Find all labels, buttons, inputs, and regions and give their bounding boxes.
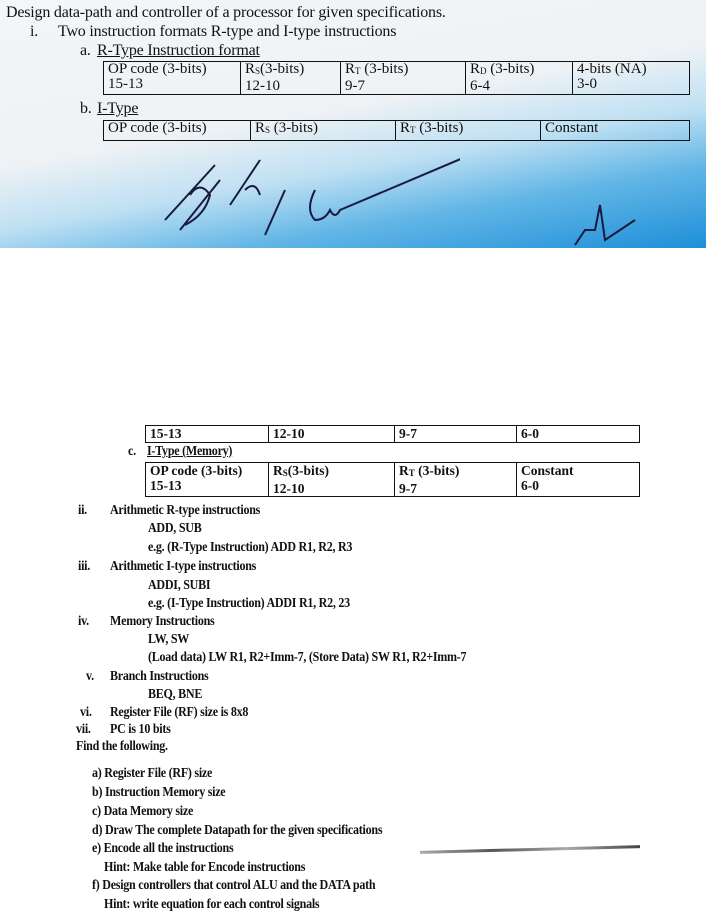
cell-rd: $R_D$ (3-bits) 6-4: [466, 62, 573, 95]
item-line: LW, SW: [148, 632, 190, 647]
item-number: ii.: [78, 503, 87, 518]
cell-rs: $R_S$ (3-bits): [251, 121, 396, 141]
find-heading: Find the following.: [76, 739, 168, 754]
item-line: ADD, SUB: [148, 521, 202, 536]
item-number: vii.: [76, 722, 91, 737]
task-item: d) Draw The complete Datapath for the given specifications: [92, 823, 383, 838]
task-item: e) Encode all the instructions: [92, 841, 234, 856]
pen-stroke: [420, 845, 640, 854]
item-title: Branch Instructions: [110, 669, 209, 684]
cell-na: 4-bits (NA) 3-0: [573, 62, 690, 95]
r-type-label: a.: [80, 42, 91, 59]
item-title: Memory Instructions: [110, 614, 215, 629]
cell-constant: Constant: [541, 121, 690, 141]
task-item: a) Register File (RF) size: [92, 766, 213, 781]
i-type-bits-table: [145, 425, 640, 443]
section-i-text: Two instruction formats R-type and I-type instructions: [58, 23, 397, 40]
cell-rt: $R_T$ (3-bits): [396, 121, 541, 141]
item-line: BEQ, BNE: [148, 687, 203, 702]
section-i-number: i.: [30, 23, 39, 40]
cell-opcode: OP code (3-bits): [104, 121, 251, 141]
item-line: e.g. (R-Type Instruction) ADD R1, R2, R3: [148, 540, 353, 555]
bits-rt: 9-7: [395, 426, 517, 443]
task-hint: Hint: write equation for each control signals: [104, 897, 320, 912]
bits-constant: 6-0: [517, 426, 640, 443]
item-title: Arithmetic R-type instructions: [110, 503, 261, 518]
cell-rs: $R_S(3-bits)$ 12-10: [269, 463, 395, 497]
cell-opcode: OP code (3-bits) 15-13: [146, 463, 269, 497]
item-line: ADDI, SUBI: [148, 578, 211, 593]
task-hint: Hint: Make table for Encode instructions: [104, 860, 306, 875]
item-title: Arithmetic I-type instructions: [110, 559, 257, 574]
cell-rt: $R_T$ (3-bits) 9-7: [341, 62, 466, 95]
document-title: Design data-path and controller of a processor for given specifications.: [6, 4, 446, 21]
cell-rs: $R_S(3-bits)$ 12-10: [241, 62, 341, 95]
item-line: (Load data) LW R1, R2+Imm-7, (Store Data) SW R1, R2+Imm-7: [148, 650, 467, 665]
cell-constant: Constant 6-0: [517, 463, 640, 497]
task-item: f) Design controllers that control ALU and the DATA path: [92, 878, 376, 893]
bits-opcode: 15-13: [146, 426, 269, 443]
item-number: iv.: [78, 614, 89, 629]
i-mem-format-table: [145, 462, 640, 497]
i-mem-label: c.: [128, 444, 136, 459]
item-number: v.: [86, 669, 94, 684]
item-number: iii.: [78, 559, 91, 574]
item-number: vi.: [80, 705, 92, 720]
item-title: PC is 10 bits: [110, 722, 171, 737]
i-mem-title: I-Type (Memory): [147, 444, 233, 459]
i-type-label: b.: [80, 100, 92, 117]
task-item: c) Data Memory size: [92, 804, 194, 819]
r-type-title: R-Type Instruction format: [97, 42, 260, 59]
task-item: b) Instruction Memory size: [92, 785, 226, 800]
cell-opcode: OP code (3-bits) 15-13: [104, 62, 241, 95]
i-type-title: I-Type: [97, 100, 139, 117]
r-type-format-table: [103, 61, 690, 95]
item-title: Register File (RF) size is 8x8: [110, 705, 249, 720]
i-type-format-table: [103, 120, 690, 141]
handwritten-z-mark: [565, 190, 645, 248]
cell-rt: $R_T$ (3-bits) 9-7: [395, 463, 517, 497]
item-line: e.g. (I-Type Instruction) ADDI R1, R2, 23: [148, 596, 350, 611]
bits-rs: 12-10: [269, 426, 395, 443]
handwritten-marks: [160, 150, 460, 245]
